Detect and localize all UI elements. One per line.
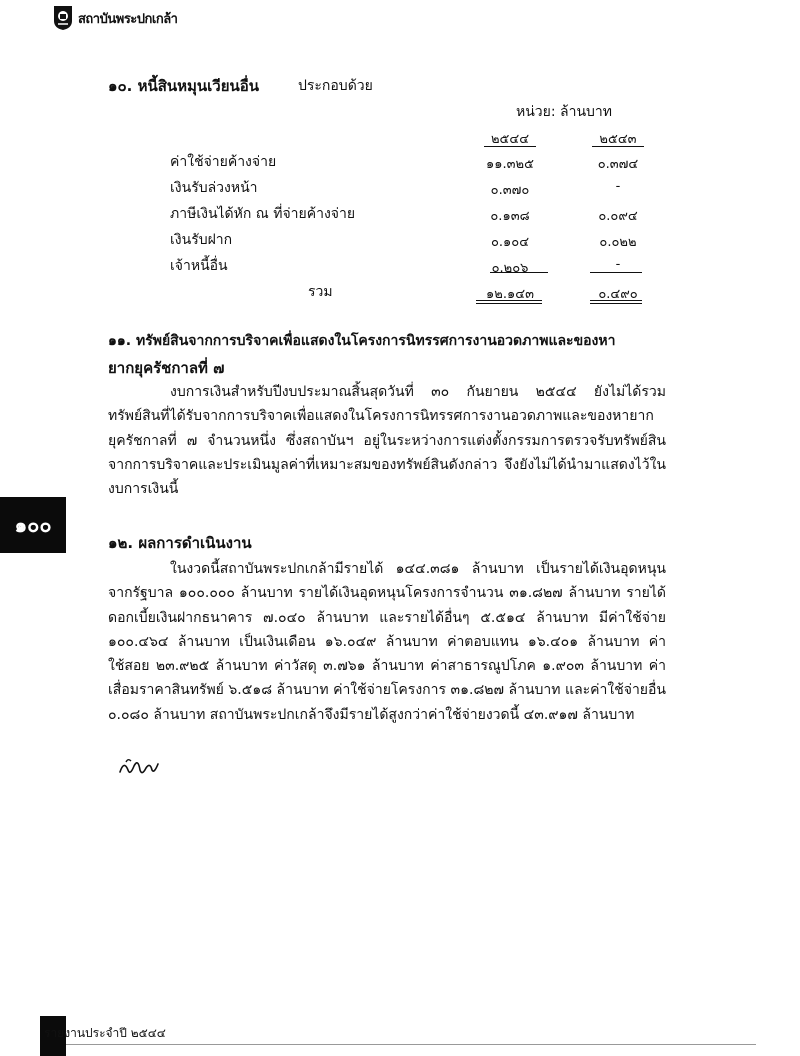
column-header-underline — [484, 146, 536, 147]
unit-label: หน่วย: ล้านบาท — [516, 104, 613, 120]
row-value-2544: ๑๑.๓๒๕ — [486, 157, 534, 172]
page-header — [52, 4, 177, 32]
row-value-2543: ๐.๐๒๒ — [599, 235, 637, 250]
total-label: รวม — [308, 284, 333, 300]
row-value-2543: ๐.๓๗๔ — [597, 157, 639, 172]
section12-title: ๑๒. ผลการดำเนินงาน — [108, 534, 252, 552]
row-label: เงินรับฝาก — [170, 232, 233, 248]
column-header-2543: ๒๕๔๓ — [599, 132, 637, 147]
row-label: เจ้าหนี้อื่น — [170, 258, 228, 274]
total-double-underline — [476, 300, 542, 301]
section12-paragraph: ในงวดนี้สถาบันพระปกเกล้ามีรายได้ ๑๔๔.๓๘๑ ล้านบาท เป็นรายได้เงินอุดหนุนจากรัฐบาล ๑๐๐.๐๐๐ ล้านบาท รายได้เงินอุดหนุนโครงการจำนวน ๓๑.๘๒๗ ล้านบาท รายได้ดอกเบี้ยเงินฝากธนาคาร ๗.๐๔๐ ล้านบาท และรายได้อื่นๆ ๕.๕๑๔ ล้านบาท มีค่าใช้จ่าย ๑๐๐.๔๖๔ ล้านบาท เป็นเงินเดือน ๑๖.๐๔๙ ล้านบาท ค่าตอบแทน ๑๖.๔๐๑ ล้านบาท ค่าใช้สอย ๒๓.๙๒๕ ล้านบาท ค่าวัสดุ ๓.๗๖๑ ล้านบาท ค่าสาธารณูปโภค ๑.๙๐๓ ล้านบาท ค่าเสื่อมราคาสินทรัพย์ ๖.๕๑๘ ล้านบาท ค่าใช้จ่ายโครงการ ๓๑.๘๒๗ ล้านบาท และค่าใช้จ่ายอื่น ๐.๐๘๐ ล้านบาท สถาบันพระปกเกล้าจึงมีรายได้สูงกว่าค่าใช้จ่ายงวดนี้ ๔๓.๙๑๗ ล้านบาท — [108, 561, 666, 723]
row-label: ค่าใช้จ่ายค้างจ่าย — [170, 154, 277, 170]
section11-paragraph: งบการเงินสำหรับปีงบประมาณสิ้นสุดวันที่ ๓๐ กันยายน ๒๕๔๔ ยังไม่ได้รวมทรัพย์สินที่ได้รับจากการบริจาคเพื่อแสดงในโครงการนิทรรศการงานอวดภาพและของหายากยุครัชกาลที่ ๗ จำนวนหนึ่ง ซึ่งสถาบันฯ อยู่ในระหว่างการแต่งตั้งกรรมการตรวจรับทรัพย์สินจากการบริจาคและประเมินมูลค่าที่เหมาะสมของทรัพย์สินดังกล่าว จึงยังไม่ได้นำมาแสดงไว้ในงบการเงินนี้ — [108, 384, 666, 498]
section11-title-line1: ๑๑. ทรัพย์สินจากการบริจาคเพื่อแสดงในโครงการนิทรรศการงานอวดภาพและของหา — [108, 333, 616, 349]
page-number-tab: ๑๐๐ — [0, 497, 66, 553]
column-header-2544: ๒๕๔๔ — [490, 132, 530, 147]
total-double-underline — [590, 300, 642, 301]
handwritten-signature — [116, 754, 166, 782]
section10-title: ๑๐. หนี้สินหมุนเวียนอื่น — [108, 77, 260, 95]
subtotal-line — [590, 272, 642, 273]
row-value-2544: ๐.๒๐๖ — [491, 261, 529, 276]
footer-divider — [66, 1044, 756, 1045]
total-value-2543: ๐.๔๙๐ — [598, 287, 638, 302]
row-value-2543: - — [615, 257, 621, 272]
institution-logo — [52, 5, 74, 31]
row-value-2544: ๐.๓๗๐ — [490, 183, 530, 198]
section11-title-line2: ยากยุครัชกาลที่ ๗ — [108, 359, 225, 377]
footer-annual-report: รายงานประจำปี ๒๕๔๔ — [44, 1026, 166, 1040]
section10-subtitle: ประกอบด้วย — [298, 78, 373, 94]
total-value-2544: ๑๒.๑๔๓ — [486, 287, 534, 302]
row-value-2543: ๐.๐๙๔ — [598, 209, 638, 224]
row-label: เงินรับล่วงหน้า — [170, 180, 258, 196]
row-value-2544: ๐.๑๓๘ — [490, 209, 530, 224]
row-value-2544: ๐.๑๐๔ — [490, 235, 530, 250]
total-double-underline — [476, 303, 542, 304]
column-header-underline — [592, 146, 644, 147]
total-double-underline — [590, 303, 642, 304]
institution-name: สถาบันพระปกเกล้า — [78, 11, 178, 27]
subtotal-line — [490, 272, 548, 273]
row-value-2543: - — [615, 179, 621, 194]
row-label: ภาษีเงินได้หัก ณ ที่จ่ายค้างจ่าย — [170, 206, 356, 222]
